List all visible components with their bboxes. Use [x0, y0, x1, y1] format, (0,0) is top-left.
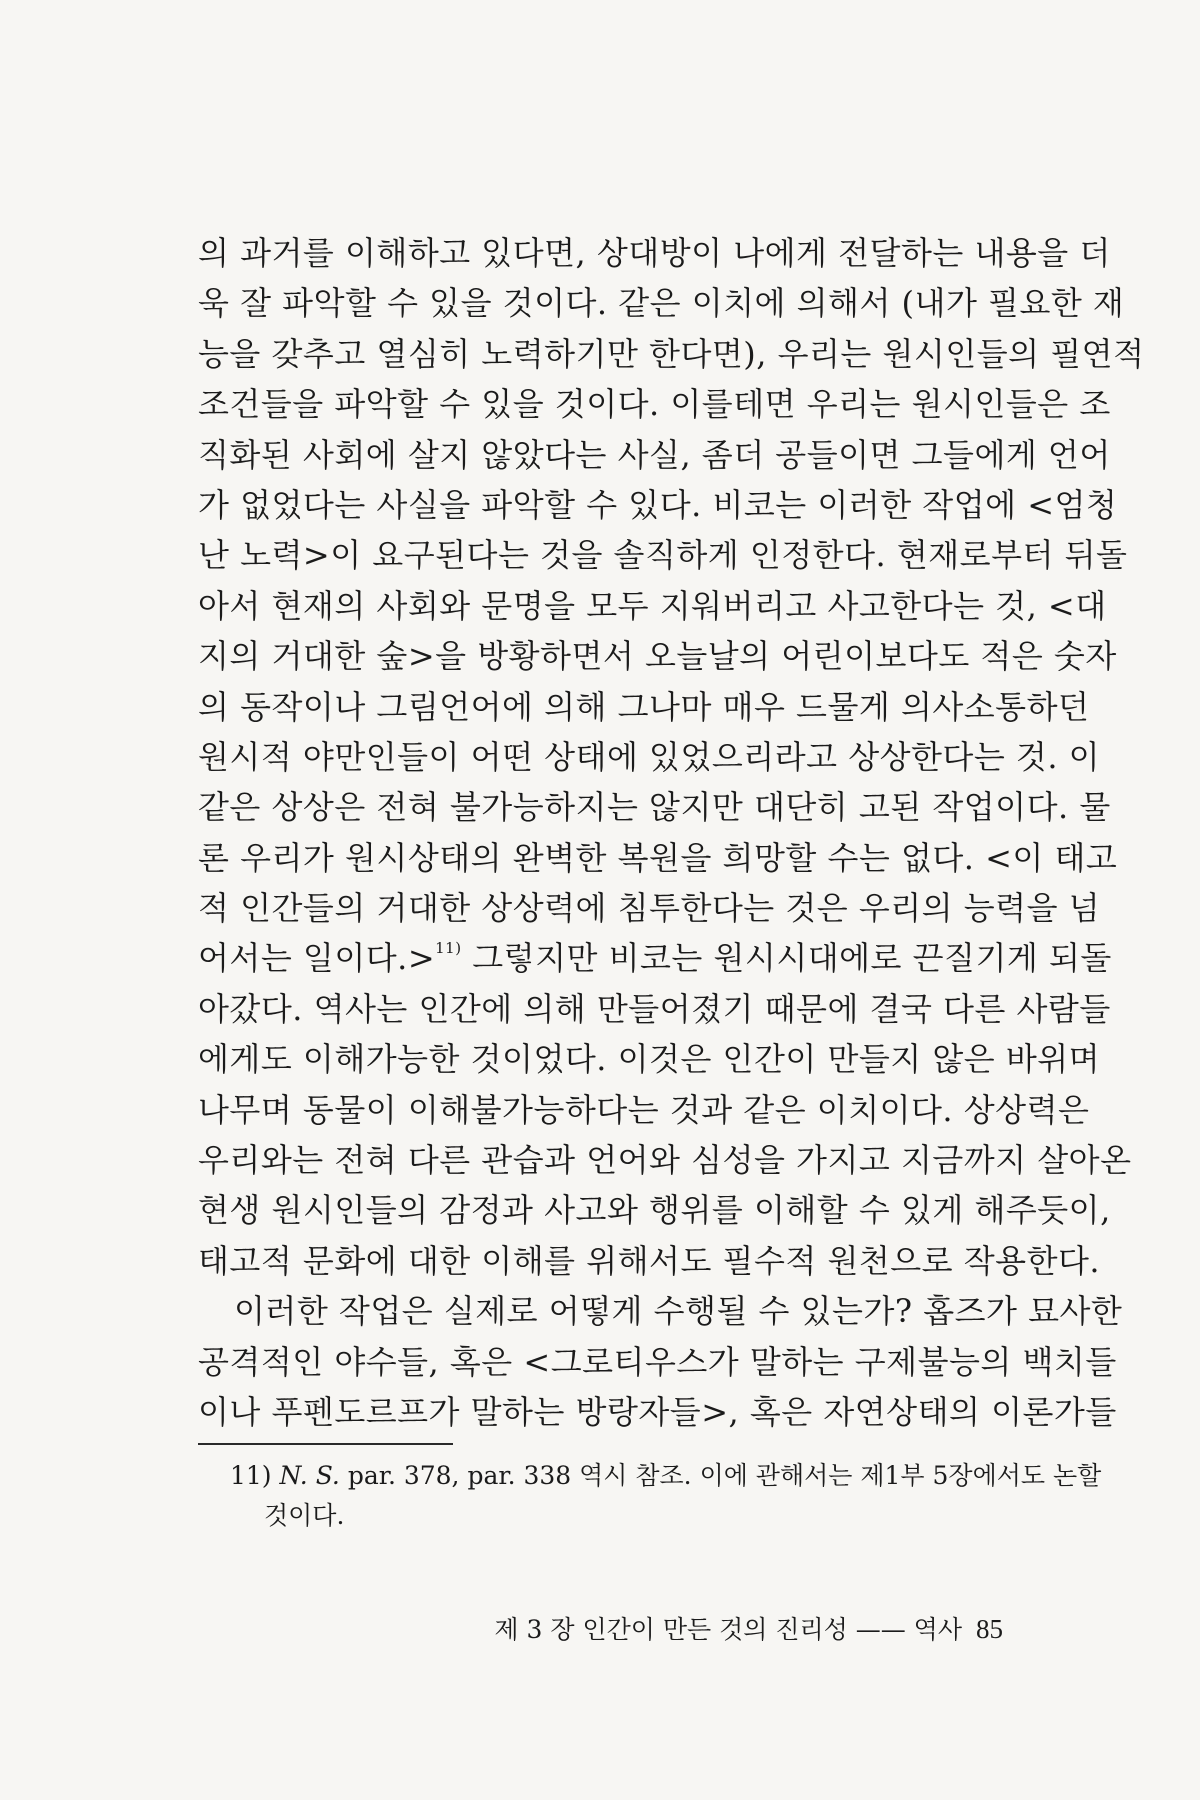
text-segment: 어서는 일이다.>	[198, 939, 436, 978]
running-title: 제 3 장 인간이 만든 것의 진리성 —— 역사	[494, 1615, 962, 1644]
text-line: 론 우리가 원시상태의 완벽한 복원을 희망할 수는 없다. <이 태고	[198, 838, 1118, 877]
text-line: 나무며 동물이 이해불가능하다는 것과 같은 이치이다. 상상력은	[198, 1090, 1090, 1129]
body-text	[198, 228, 1145, 1437]
text-line: 욱 잘 파악할 수 있을 것이다. 같은 이치에 의해서 (내가 필요한 재	[198, 284, 1125, 323]
text-line: 지의 거대한 숲>을 방황하면서 오늘날의 어린이보다도 적은 숫자	[198, 637, 1117, 676]
text-line: 직화된 사회에 살지 않았다는 사실, 좀더 공들이면 그들에게 언어	[198, 435, 1111, 474]
text-line: 아갔다. 역사는 인간에 의해 만들어졌기 때문에 결국 다른 사람들	[198, 989, 1111, 1028]
footnote	[230, 1456, 1102, 1536]
text-line: 현생 원시인들의 감정과 사고와 행위를 이해할 수 있게 해주듯이,	[198, 1191, 1111, 1230]
text-line: 아서 현재의 사회와 문명을 모두 지워버리고 사고한다는 것, <대	[198, 586, 1107, 625]
text-line: 의 동작이나 그림언어에 의해 그나마 매우 드물게 의사소통하던	[198, 687, 1090, 726]
text-line: 원시적 야만인들이 어떤 상태에 있었으리라고 상상한다는 것. 이	[198, 737, 1101, 776]
footnote-line	[230, 1456, 1102, 1496]
paragraph-first-line: 이러한 작업은 실제로 어떻게 수행될 수 있는가? 홉즈가 묘사한	[234, 1292, 1123, 1331]
footnote-reference: 11)	[435, 939, 462, 958]
footnote-number: 11)	[230, 1461, 272, 1490]
text-line: 난 노력>이 요구된다는 것을 솔직하게 인정한다. 현재로부터 뒤돌	[198, 536, 1128, 575]
text-line: 의 과거를 이해하고 있다면, 상대방이 나에게 전달하는 내용을 더	[198, 234, 1111, 272]
text-line: 우리와는 전혀 다른 관습과 언어와 심성을 가지고 지금까지 살아온	[198, 1141, 1132, 1180]
text-segment: 그렇지만 비코는 원시시대에로 끈질기게 되돌	[461, 939, 1112, 978]
text-line: 능을 갖추고 열심히 노력하기만 한다면), 우리는 원시인들의 필연적	[198, 334, 1145, 373]
running-footer	[494, 1610, 1003, 1646]
footnote-divider	[198, 1443, 453, 1445]
text-line-with-footnote	[198, 933, 1112, 983]
text-line: 에게도 이해가능한 것이었다. 이것은 인간이 만들지 않은 바위며	[198, 1040, 1101, 1079]
text-line: 적 인간들의 거대한 상상력에 침투한다는 것은 우리의 능력을 넘	[198, 889, 1101, 928]
footnote-line: 것이다.	[264, 1501, 345, 1530]
text-line: 이나 푸펜도르프가 말하는 방랑자들>, 혹은 자연상태의 이론가들	[198, 1392, 1117, 1431]
footnote-text: par. 378, par. 338 역시 참조. 이에 관해서는 제1부 5장에서도 논할	[339, 1461, 1102, 1490]
text-line: 같은 상상은 전혀 불가능하지는 않지만 대단히 고된 작업이다. 물	[198, 788, 1111, 827]
text-line: 가 없었다는 사실을 파악할 수 있다. 비코는 이러한 작업에 <엄청	[198, 485, 1118, 524]
text-line: 공격적인 야수들, 혹은 <그로티우스가 말하는 구제불능의 백치들	[198, 1342, 1117, 1381]
text-line: 태고적 문화에 대한 이해를 위해서도 필수적 원천으로 작용한다.	[198, 1241, 1101, 1280]
text-line: 조건들을 파악할 수 있을 것이다. 이를테면 우리는 원시인들은 조	[198, 385, 1111, 424]
footnote-citation: N. S.	[279, 1461, 340, 1490]
page-number: 85	[976, 1614, 1003, 1644]
